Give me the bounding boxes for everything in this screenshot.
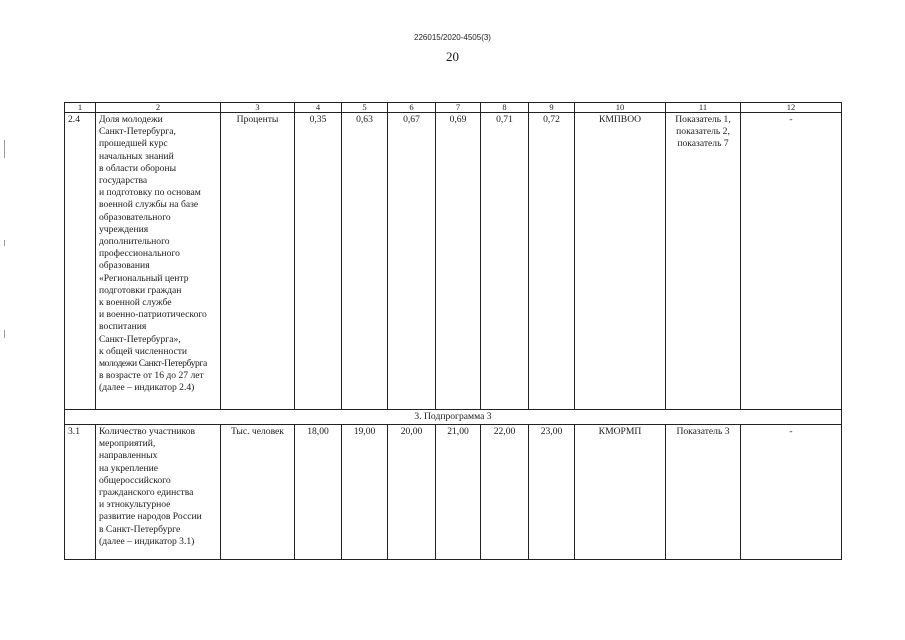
text-line: Количество участников	[99, 426, 196, 437]
text-line: к военной службе	[99, 297, 172, 309]
text-line: гражданского единства	[99, 487, 194, 499]
text-line: общероссийского	[99, 474, 171, 486]
column-number: 3	[221, 103, 295, 113]
text-line: и этнокультурное	[99, 499, 171, 511]
text-line: показатель 2,	[676, 126, 730, 138]
column-number: 2	[96, 103, 221, 113]
value-cell: 22,00	[481, 425, 529, 560]
document-id: 226015/2020-4505(3)	[414, 33, 491, 42]
related-indicators	[666, 113, 741, 410]
text-line: показатель 7	[677, 138, 729, 150]
unit-of-measure: Проценты	[221, 113, 295, 410]
column-number: 11	[666, 103, 741, 113]
value-cell: 21,00	[436, 425, 481, 560]
text-line: в области обороны	[99, 162, 177, 174]
table-row	[65, 113, 842, 410]
text-line: развитие народов России	[99, 511, 202, 523]
executor: КМОРМП	[575, 425, 666, 560]
text-line: Санкт-Петербурга»,	[99, 333, 181, 345]
text-line: воспитания	[99, 321, 147, 333]
text-line: «Региональный центр	[99, 272, 189, 284]
indicator-name	[96, 113, 221, 410]
value-cell: 0,67	[388, 113, 436, 410]
text-line: начальных знаний	[99, 150, 174, 162]
value-cell: 0,72	[529, 113, 575, 410]
text-line: в возрасте от 16 до 27 лет	[99, 370, 204, 382]
value-cell: 0,69	[436, 113, 481, 410]
column-number-row	[65, 103, 842, 113]
margin-mark	[4, 330, 5, 338]
value-cell: 23,00	[529, 425, 575, 560]
text-line: и военно-патриотического	[99, 309, 207, 321]
margin-mark	[4, 240, 5, 246]
page-number: 20	[446, 49, 459, 64]
text-line: образовательного	[99, 211, 171, 223]
text-line: направленных	[99, 450, 158, 462]
indicators-table	[64, 102, 842, 560]
note-cell: -	[741, 113, 842, 410]
text-line: государства	[99, 175, 148, 187]
column-number: 8	[481, 103, 529, 113]
value-cell: 0,71	[481, 113, 529, 410]
text-line: Доля молодежи	[99, 114, 163, 125]
text-line: (далее – индикатор 3.1)	[99, 535, 195, 547]
text-line: прошедшей курс	[99, 138, 168, 150]
text-line: и подготовку по основам	[99, 187, 201, 199]
column-number: 9	[529, 103, 575, 113]
column-number: 1	[65, 103, 96, 113]
executor: КМПВОО	[575, 113, 666, 410]
indicator-name	[96, 425, 221, 560]
text-line: учреждения	[99, 223, 149, 235]
text-line: к общей численности	[99, 345, 188, 357]
text-line: на укрепление	[99, 462, 159, 474]
value-cell: 0,63	[342, 113, 388, 410]
row-number: 3.1	[65, 425, 96, 560]
text-line: профессионального	[99, 248, 180, 260]
unit-of-measure: Тыс. человек	[221, 425, 295, 560]
text-line: в Санкт-Петербурге	[99, 523, 181, 535]
note-cell: -	[741, 425, 842, 560]
text-line: (далее – индикатор 2.4)	[99, 382, 195, 394]
text-line: образования	[99, 260, 150, 272]
text-line: Показатель 1,	[675, 114, 731, 125]
value-cell: 0,35	[295, 113, 342, 410]
text-line: военной службы на базе	[99, 199, 199, 211]
column-number: 7	[436, 103, 481, 113]
column-number: 4	[295, 103, 342, 113]
subprogram-row	[65, 410, 842, 425]
column-number: 6	[388, 103, 436, 113]
table-row	[65, 425, 842, 560]
text-line: мероприятий,	[99, 438, 156, 450]
column-number: 5	[342, 103, 388, 113]
value-cell: 18,00	[295, 425, 342, 560]
text-line: Показатель 3	[676, 426, 730, 437]
text-line: подготовки граждан	[99, 284, 182, 296]
text-line: Санкт-Петербурга,	[99, 126, 176, 138]
text-line: молодежи Санкт-Петербурга	[99, 358, 207, 370]
text-line: дополнительного	[99, 236, 170, 248]
column-number: 12	[741, 103, 842, 113]
row-number: 2.4	[65, 113, 96, 410]
value-cell: 20,00	[388, 425, 436, 560]
subprogram-title: 3. Подпрограмма 3	[65, 410, 842, 425]
column-number: 10	[575, 103, 666, 113]
value-cell: 19,00	[342, 425, 388, 560]
related-indicators	[666, 425, 741, 560]
margin-mark	[4, 140, 5, 158]
